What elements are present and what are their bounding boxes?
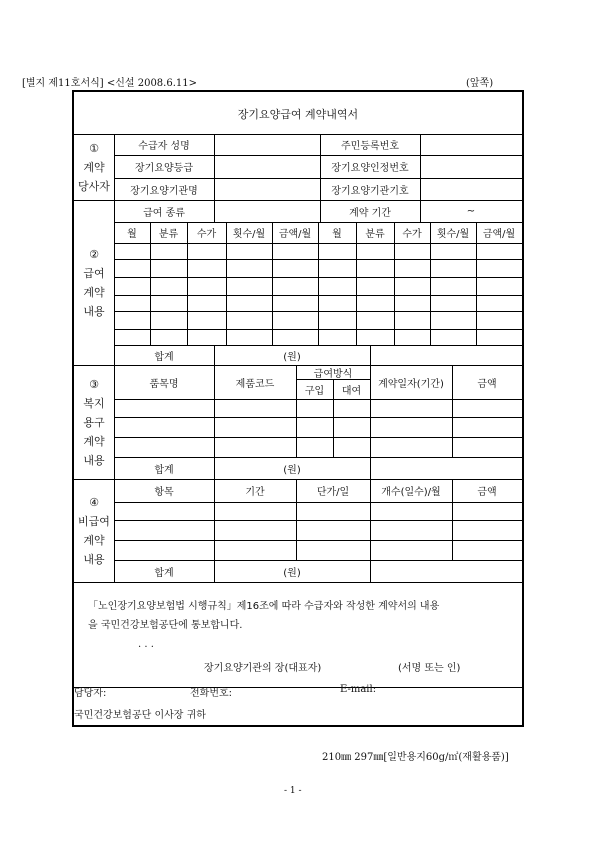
section4-label-line: 비급여 [78, 514, 110, 528]
recipient: 국민건강보험공단 이사장 귀하 [74, 710, 206, 721]
col-header: 월 [332, 229, 342, 240]
col-header: 기간 [245, 487, 265, 498]
col-product-code: 제품코드 [235, 378, 275, 390]
col-benefit-method: 급여방식 [313, 368, 353, 380]
section3-number: ③ [89, 377, 99, 391]
document-title: 장기요양급여 계약내역서 [237, 108, 359, 121]
col-header: 횟수/월 [232, 229, 266, 240]
col-item-name: 품목명 [149, 378, 179, 390]
paper-spec: 210㎜ 297㎜[일반용지60g/㎡(재활용품)] [322, 752, 509, 763]
side-label: (앞쪽) [466, 78, 494, 89]
section1-label-line2: 당사자 [78, 179, 110, 193]
date-marks: . . . [138, 639, 154, 650]
col-header: 분류 [158, 229, 179, 240]
manager-label: 담당자: [74, 688, 107, 699]
section4-label-line: 내용 [83, 552, 105, 566]
col-contract-date: 계약일자(기간) [378, 378, 444, 390]
col-header: 금액 [477, 487, 497, 498]
col-header: 수가 [196, 229, 217, 240]
section1-label-line1: 계약 [83, 160, 105, 174]
section3-label-line: 계약 [83, 434, 105, 448]
sign-note: (서명 또는 인) [398, 663, 461, 674]
signer-title: 장기요양기관의 장(대표자) [204, 663, 322, 674]
label-care-grade: 장기요양등급 [135, 163, 193, 174]
notice-line1: 「노인장기요양보험법 시행규칙」제16조에 따라 수급자와 작성한 계약서의 내용 [88, 601, 440, 612]
section2-label-line: 계약 [83, 285, 105, 299]
label-benefit-type: 급여 종류 [143, 207, 185, 219]
total-unit: (원) [283, 351, 301, 363]
label-resident-number: 주민등록번호 [341, 141, 399, 152]
label-institution-code: 장기요양기관기호 [331, 185, 409, 197]
col-header: 수가 [402, 229, 422, 240]
col-purchase: 구입 [304, 385, 325, 397]
form-table [72, 90, 524, 727]
label-contract-period: 계약 기간 [349, 207, 391, 219]
section2-label-line: 급여 [83, 266, 105, 280]
section1-number: ① [89, 141, 99, 155]
phone-label: 전화번호: [190, 688, 233, 699]
total-label: 합계 [154, 464, 174, 476]
section1-label [74, 134, 114, 200]
page-number: - 1 - [284, 786, 302, 796]
col-header: 월 [127, 229, 137, 240]
col-rent: 대여 [341, 385, 362, 397]
label-institution-name: 장기요양기관명 [130, 185, 198, 197]
col-header: 항목 [154, 487, 174, 498]
notice-line2: 을 국민건강보험공단에 통보합니다. [88, 620, 243, 631]
total-unit: (원) [283, 567, 301, 579]
total-unit: (원) [283, 464, 301, 476]
col-header: 개수(일수)/월 [381, 487, 441, 498]
col-header: 단가/일 [316, 487, 350, 498]
label-care-certification-number: 장기요양인정번호 [331, 163, 409, 174]
total-label: 합계 [154, 567, 174, 579]
section2-label [74, 200, 114, 365]
section3-label [74, 365, 114, 479]
total-label: 합계 [154, 351, 174, 363]
section2-number: ② [89, 247, 99, 261]
form-label: [별지 제11호서식] <신설 2008.6.11> [22, 78, 197, 89]
section2-label-line: 내용 [83, 304, 105, 318]
period-separator: ~ [466, 205, 476, 217]
section3-label-line: 용구 [83, 415, 105, 429]
section4-label-line: 계약 [83, 533, 105, 547]
col-header: 금액/월 [482, 229, 516, 240]
col-header: 금액/월 [278, 229, 312, 240]
col-header: 분류 [365, 229, 385, 240]
section4-number: ④ [89, 495, 99, 509]
section3-label-line: 내용 [83, 453, 105, 467]
col-amount: 금액 [477, 378, 497, 390]
section4-label [74, 479, 114, 582]
label-recipient-name: 수급자 성명 [138, 141, 190, 152]
email-label: E-mail: [340, 684, 377, 695]
col-header: 횟수/월 [436, 229, 470, 240]
section3-label-line: 복지 [83, 396, 105, 410]
